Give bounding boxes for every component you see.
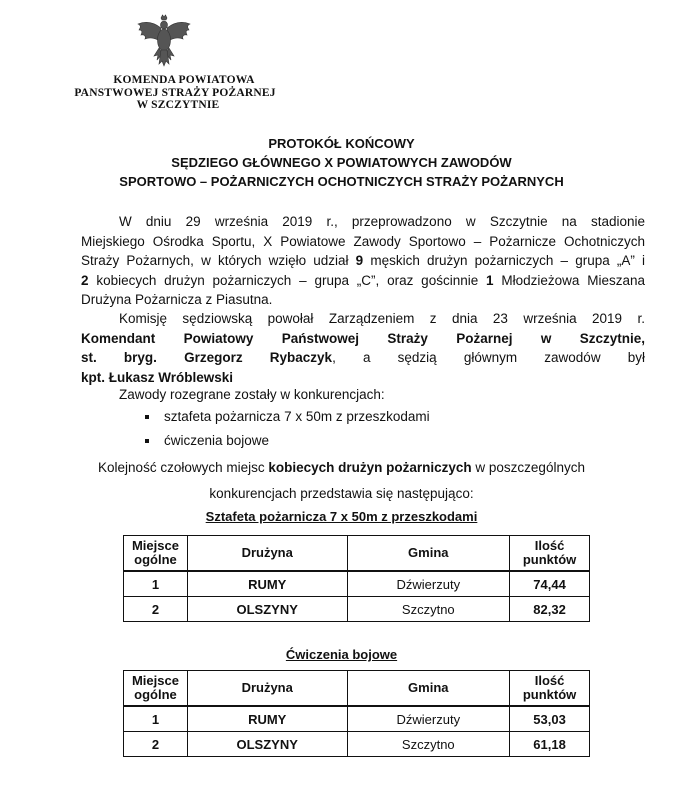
points-cell: 61,18: [510, 732, 590, 757]
col-header-points: Ilość punktów: [510, 536, 590, 572]
table-header-row: [124, 671, 590, 707]
p2-line-3: st. bryg. Grzegorz Rybaczyk, a sędzią głównym zawodów był: [81, 350, 645, 365]
table-row: [124, 597, 590, 622]
org-line-2: PANSTWOWEJ STRAŻY POŻARNEJ: [74, 86, 276, 99]
gmina-cell: Szczytno: [347, 597, 510, 622]
polish-eagle-emblem-icon: [134, 14, 194, 68]
chief-judge-name: kpt. Łukasz Wróblewski: [81, 369, 234, 385]
bullet-square-icon: [145, 439, 149, 443]
org-line-1: KOMENDA POWIATOWA: [113, 74, 255, 86]
intro-line-2: konkurencjach przedstawia się następująco:: [209, 486, 474, 501]
paragraph-competitions-intro: Zawody rozegrane zostały w konkurencjach:: [119, 387, 385, 402]
col-header-team: Drużyna: [187, 536, 347, 572]
table-header-row: [124, 536, 590, 572]
bullet-square-icon: [145, 415, 149, 419]
place-cell: 1: [124, 706, 188, 732]
results-table-relay: [123, 535, 590, 622]
org-line-3: W SZCZYTNIE: [136, 99, 220, 111]
place-cell: 2: [124, 597, 188, 622]
title-line-3: SPORTOWO – POŻARNICZYCH OCHOTNICZYCH STRAŻY POŻARNYCH: [119, 174, 564, 189]
points-cell: 53,03: [510, 706, 590, 732]
title-line-1: PROTOKÓŁ KOŃCOWY: [268, 136, 415, 151]
title-line-2: SĘDZIEGO GŁÓWNEGO X POWIATOWYCH ZAWODÓW: [171, 155, 512, 170]
document-title: [0, 134, 683, 191]
p1-line-1: W dniu 29 września 2019 r., przeprowadzono w Szczytnie na stadionie: [119, 214, 645, 229]
mens-team-count: 9: [355, 253, 364, 268]
col-header-place: Miejsce ogólne: [124, 671, 188, 707]
table-1-title: Sztafeta pożarnicza 7 x 50m z przeszkodami: [205, 509, 478, 524]
col-header-place: Miejsce ogólne: [124, 536, 188, 572]
team-cell: OLSZYNY: [187, 597, 347, 622]
p1-line-4: 2 kobiecych drużyn pożarniczych – grupa „C”, oraz gościnnie 1 Młodzieżowa Mieszana: [81, 272, 646, 288]
paragraph-commission: [81, 309, 645, 387]
p2-line-1: Komisję sędziowską powołał Zarządzeniem z dnia 23 września 2019 r.: [119, 311, 645, 326]
place-cell: 1: [124, 571, 188, 597]
results-table-combat-exercise: [123, 670, 590, 757]
table-row: [124, 571, 590, 597]
womens-team-count: 2: [81, 272, 89, 288]
points-cell: 74,44: [510, 571, 590, 597]
competitions-list: [145, 405, 430, 453]
col-header-points: Ilość punktów: [510, 671, 590, 707]
team-cell: RUMY: [187, 706, 347, 732]
results-intro: [0, 458, 683, 504]
organization-header: [60, 74, 290, 112]
col-header-gmina: Gmina: [347, 671, 510, 707]
list-item: ćwiczenia bojowe: [145, 429, 430, 453]
col-header-team: Drużyna: [187, 671, 347, 707]
gmina-cell: Dźwierzuty: [347, 571, 510, 597]
p1-line-5: Drużyna Pożarnicza z Piasutna.: [81, 292, 273, 307]
table-row: [124, 732, 590, 757]
commander-name: st. bryg. Grzegorz Rybaczyk: [81, 350, 333, 365]
p1-line-2: Miejskiego Ośrodka Sportu, X Powiatowe Zawody Sportowo – Pożarnicze Ochotniczych: [81, 233, 645, 249]
table-2-title: Ćwiczenia bojowe: [285, 647, 398, 662]
guest-team-count: 1: [486, 272, 494, 288]
gmina-cell: Dźwierzuty: [347, 706, 510, 732]
team-cell: OLSZYNY: [187, 732, 347, 757]
points-cell: 82,32: [510, 597, 590, 622]
team-cell: RUMY: [187, 571, 347, 597]
place-cell: 2: [124, 732, 188, 757]
list-item: sztafeta pożarnicza 7 x 50m z przeszkodami: [145, 405, 430, 429]
p2-line-2: Komendant Powiatowy Państwowej Straży Pożarnej w Szczytnie,: [81, 330, 645, 346]
gmina-cell: Szczytno: [347, 732, 510, 757]
intro-line-1: Kolejność czołowych miejsc kobiecych drużyn pożarniczych w poszczególnych: [98, 460, 585, 475]
table-row: [124, 706, 590, 732]
paragraph-event-description: [81, 212, 645, 310]
p1-line-3: Straży Pożarnych, w których wzięło udział 9 męskich drużyn pożarniczych – grupa „A” i: [81, 253, 645, 268]
col-header-gmina: Gmina: [347, 536, 510, 572]
